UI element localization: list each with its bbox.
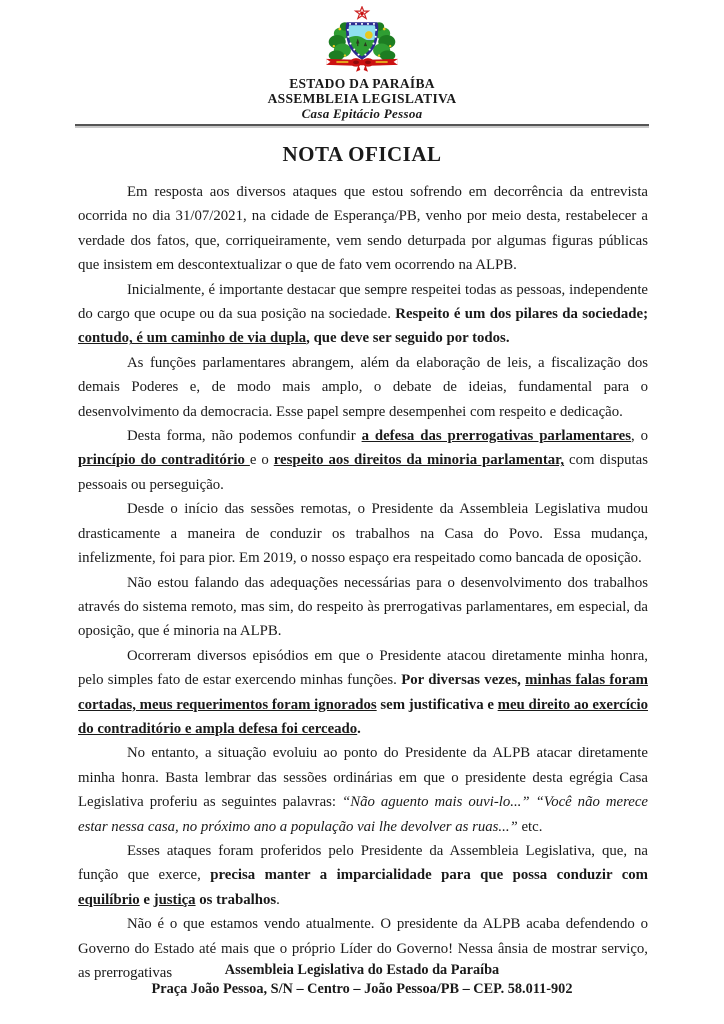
org-name-assembly: ASSEMBLEIA LEGISLATIVA bbox=[267, 91, 457, 106]
document-header bbox=[0, 0, 724, 126]
paragraph: Desta forma, não podemos confundir a defesa das prerrogativas parlamentares, o princípio do contraditório e o respeito aos direitos da minoria parlamentar, com disputas pessoais ou perseguição. bbox=[78, 428, 648, 493]
page-title: NOTA OFICIAL bbox=[282, 142, 442, 166]
paragraph: Desde o início das sessões remotas, o Presidente da Assembleia Legislativa mudou drasticamente a maneira de conduzir os trabalhos na Casa do Povo. Essa mudança, infelizmente, foi para pior. Em 2019, o nosso espaço era respeitado como bancada de oposição. bbox=[78, 501, 648, 567]
paraiba-coat-of-arms-icon bbox=[315, 6, 409, 76]
paragraph: Não é o que estamos vendo atualmente. O presidente da ALPB acaba defendendo o Governo do Estado até mais que o próprio Líder do Governo! Nessa ânsia de mostrar serviço, as prerrogativas bbox=[78, 916, 648, 981]
paragraph: Não estou falando das adequações necessárias para o desenvolvimento dos trabalhos através do sistema remoto, mas sim, do respeito às prerrogativas parlamentares, em especial, da oposição, que é minoria na ALPB. bbox=[78, 574, 648, 640]
paragraph: As funções parlamentares abrangem, além da elaboração de leis, a fiscalização dos demais Poderes e, de modo mais amplo, o debate de ideias, fundamental para o desenvolvimento da democracia. Esse papel sempre desempenhei com respeito e dedicação. bbox=[78, 354, 648, 420]
paragraph: Inicialmente, é importante destacar que sempre respeitei todas as pessoas, independente do cargo que ocupe ou da sua posição na sociedade. Respeito é um dos pilares da sociedade; contudo, é um caminho de via dupla, que deve ser seguido por todos. bbox=[78, 281, 648, 347]
footer-org-name: Assembleia Legislativa do Estado da Paraíba bbox=[224, 962, 500, 978]
paragraph: Em resposta aos diversos ataques que estou sofrendo em decorrência da entrevista ocorrida no dia 31/07/2021, na cidade de Esperança/PB, venho por meio desta, restabelecer a verdade dos fatos, que, corriqueiramente, vem sendo deturpada por algumas figuras públicas que insistem em descontextualizar o que de fato vem ocorrendo na ALPB. bbox=[78, 184, 648, 274]
document-body bbox=[78, 180, 648, 985]
footer-address: Praça João Pessoa, S/N – Centro – João Pessoa/PB – CEP. 58.011-902 bbox=[151, 980, 573, 997]
document-footer bbox=[0, 961, 724, 998]
org-name-state: ESTADO DA PARAÍBA bbox=[289, 76, 435, 91]
header-divider bbox=[75, 124, 649, 126]
paragraph: Esses ataques foram proferidos pelo Presidente da Assembleia Legislativa, que, na função que exerce, precisa manter a imparcialidade para que possa conduzir com equilíbrio e justiça os trabalhos. bbox=[78, 842, 648, 908]
paragraph: Ocorreram diversos episódios em que o Presidente atacou diretamente minha honra, pelo simples fato de estar exercendo minhas funções. Por diversas vezes, minhas falas foram cortadas, meus requerimentos foram ignorados sem justificativa e meu direito ao exercício do contraditório e ampla defesa foi cerceado. bbox=[78, 647, 649, 737]
org-name-house: Casa Epitácio Pessoa bbox=[301, 106, 423, 121]
paragraph: No entanto, a situação evoluiu ao ponto do Presidente da ALPB atacar diretamente minha honra. Basta lembrar das sessões ordinárias em que o presidente desta egrégia Casa Legislativa proferiu as seguintes palavras: “Não aguento mais ouvi-lo...” “Você não merece estar nessa casa, no próximo ano a população vai lhe devolver as ruas...” etc. bbox=[78, 745, 648, 835]
